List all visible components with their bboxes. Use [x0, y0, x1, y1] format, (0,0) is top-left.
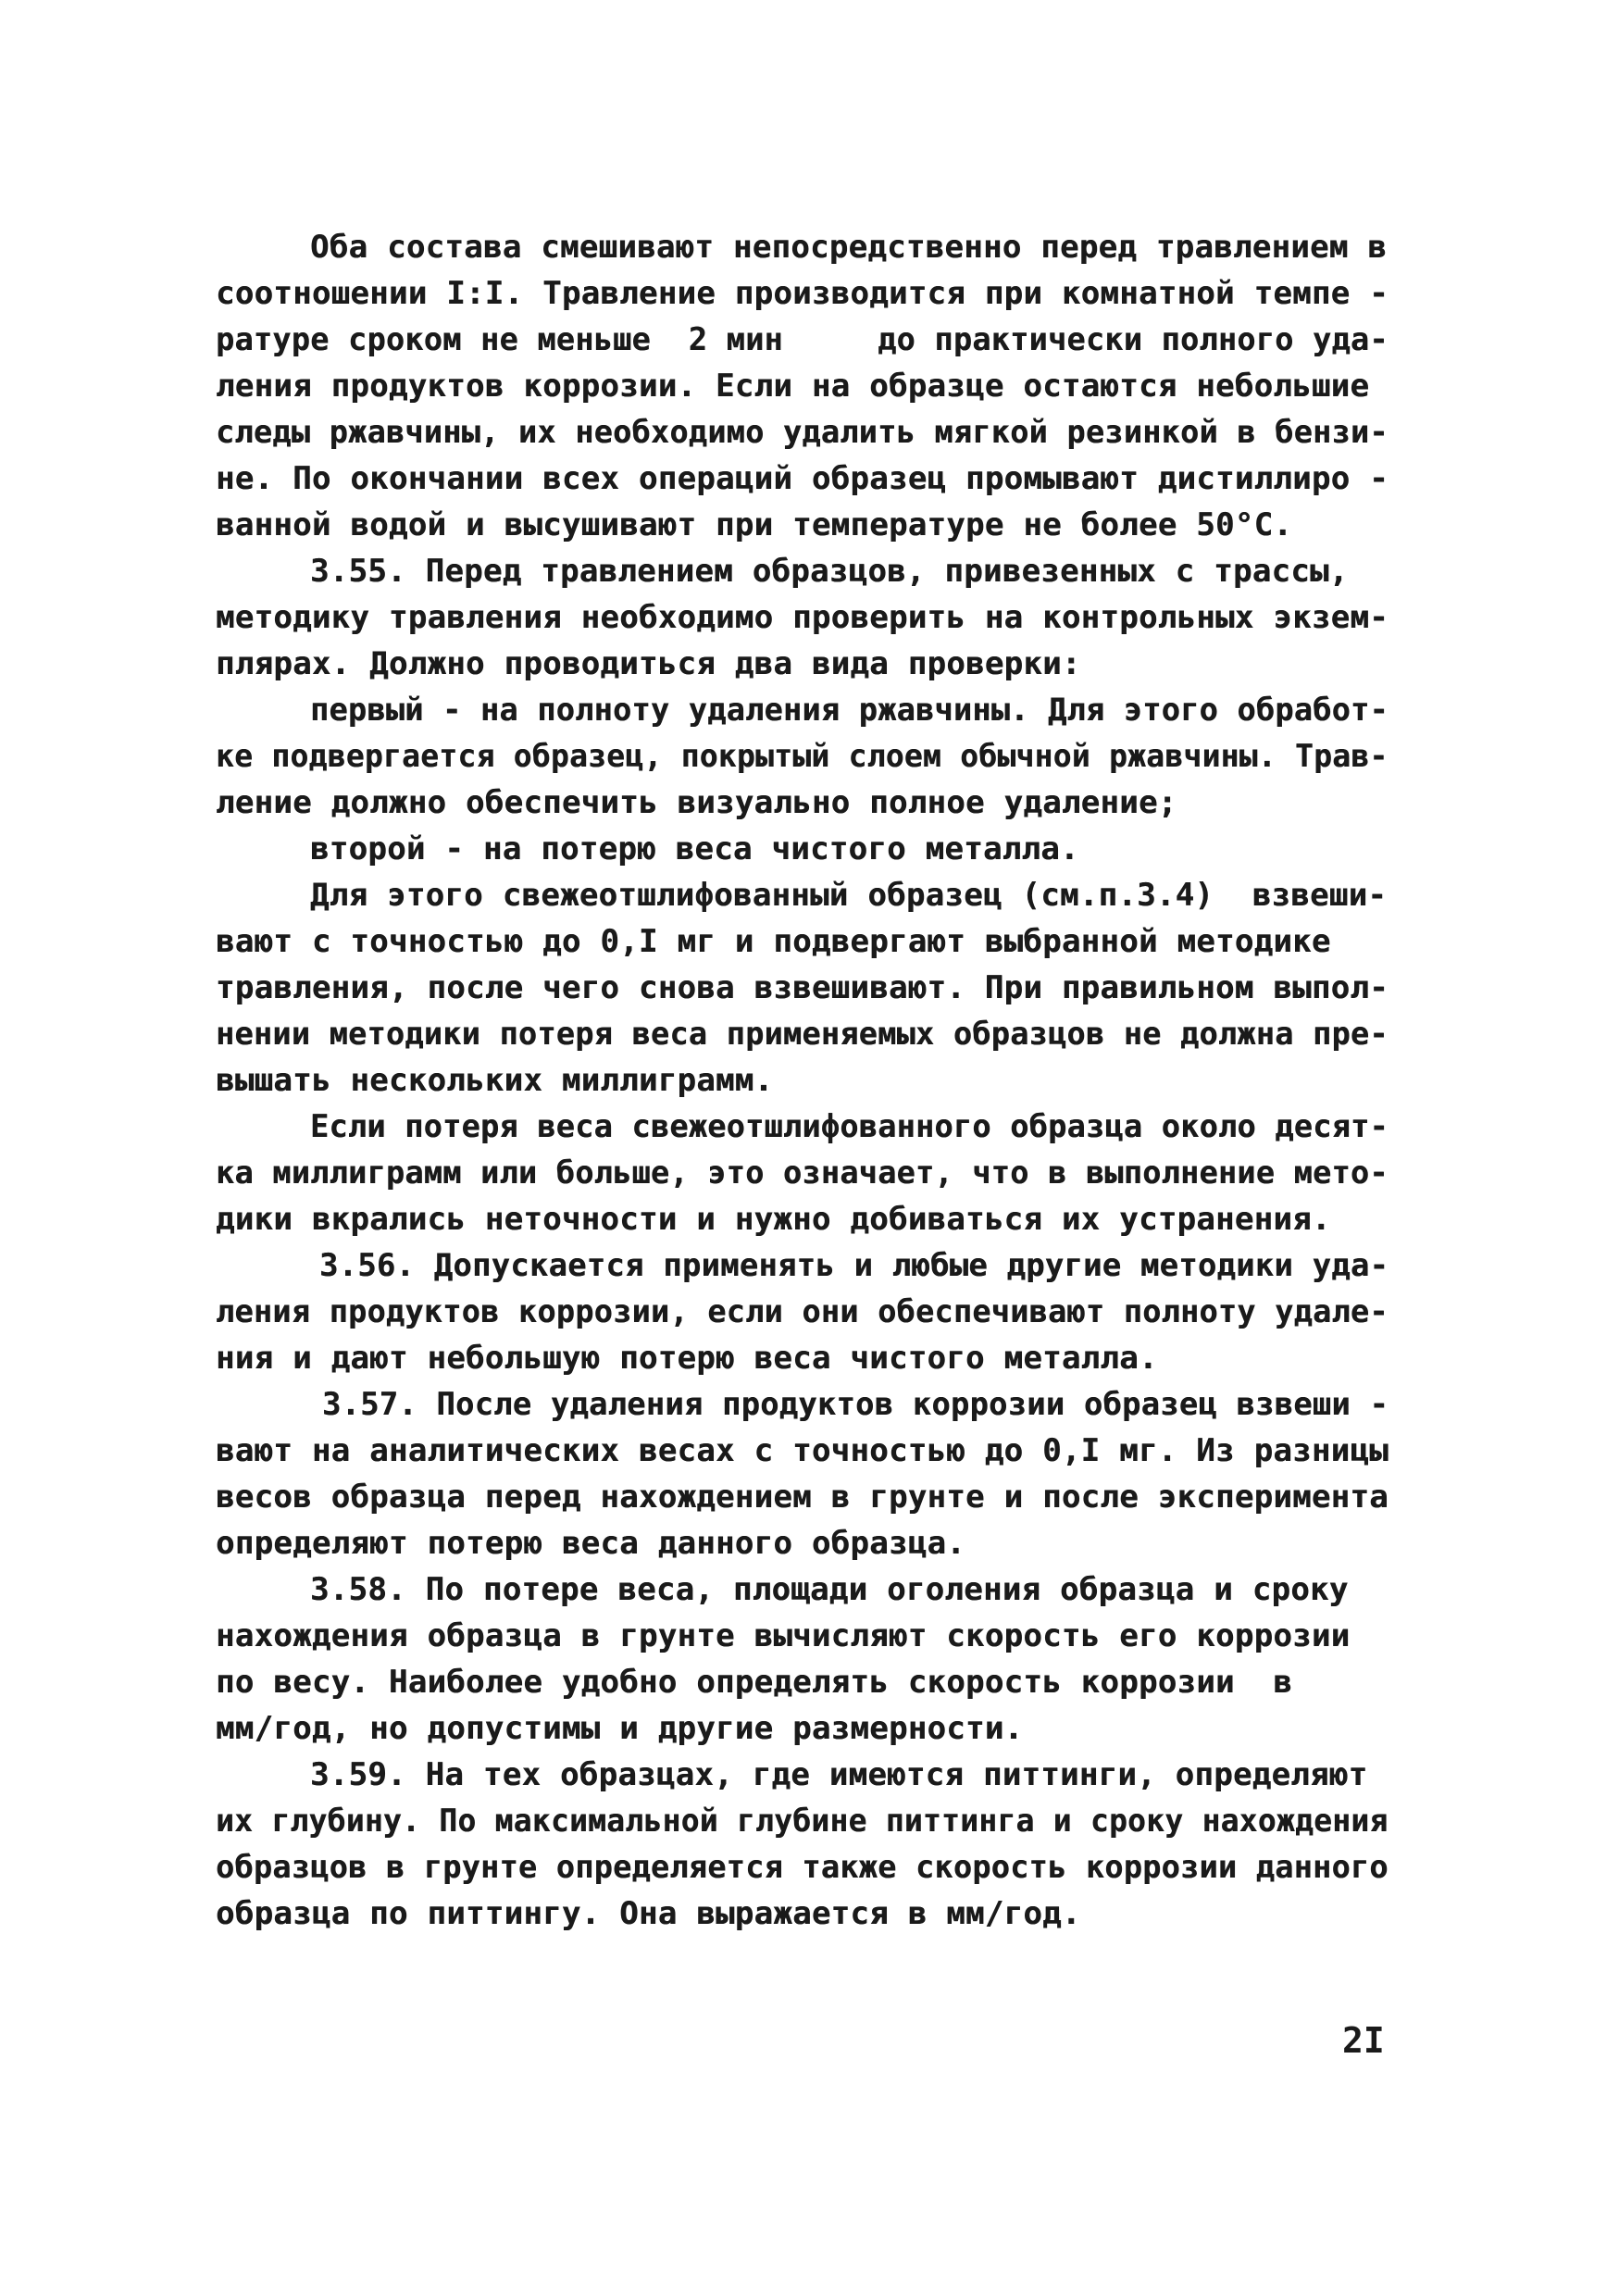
text-line: ление должно обеспечить визуально полное удаление; [216, 784, 1177, 821]
text-line: вают с точностью до 0,I мг и подвергают выбранной методике [216, 923, 1331, 960]
text-line: 3.59. На тех образцах, где имеются питтинги, определяют [310, 1756, 1368, 1793]
text-line: ратуре сроком не меньше 2 мин до практически полного уда- [216, 321, 1389, 358]
text-line: следы ржавчины, их необходимо удалить мягкой резинкой в бензи- [216, 414, 1389, 451]
text-line: 3.58. По потере веса, площади оголения образца и сроку [310, 1571, 1349, 1608]
text-line: ванной водой и высушивают при температуре не более 50°С. [216, 506, 1293, 543]
text-line: весов образца перед нахождением в грунте и после эксперимента [216, 1479, 1389, 1516]
text-line: ления продуктов коррозии, если они обеспечивают полноту удале- [216, 1293, 1389, 1330]
text-line: Если потеря веса свежеотшлифованного образца около десят- [310, 1108, 1389, 1145]
text-line: по весу. Наиболее удобно определять скорость коррозии в [216, 1664, 1293, 1701]
text-line: Оба состава смешивают непосредственно перед травлением в [310, 229, 1388, 266]
text-line: травления, после чего снова взвешивают. При правильном выпол- [216, 969, 1389, 1006]
text-line: 3.56. Допускается применять и любые другие методики уда- [319, 1247, 1389, 1284]
text-line: дики вкрались неточности и нужно добиваться их устранения. [216, 1201, 1331, 1238]
text-line: ния и дают небольшую потерю веса чистого металла. [216, 1340, 1158, 1377]
text-line: ке подвергается образец, покрытый слоем обычной ржавчины. Трав- [216, 738, 1389, 775]
text-line: нахождения образца в грунте вычисляют скорость его коррозии [216, 1617, 1351, 1654]
text-line: второй - на потерю веса чистого металла. [310, 830, 1079, 867]
text-line: плярах. Должно проводиться два вида проверки: [216, 645, 1081, 682]
text-line: Для этого свежеотшлифованный образец (см.п.3.4) взвеши- [310, 877, 1388, 914]
text-line: соотношении I:I. Травление производится при комнатной темпе - [216, 275, 1389, 312]
page-number: 2I [1342, 2020, 1385, 2061]
text-line: не. По окончании всех операций образец промывают дистиллиро - [216, 460, 1389, 497]
text-line: вают на аналитических весах с точностью до 0,I мг. Из разницы [216, 1432, 1389, 1469]
text-line: определяют потерю веса данного образца. [216, 1525, 966, 1562]
text-line: нении методики потеря веса применяемых образцов не должна пре- [216, 1016, 1389, 1053]
text-line: 3.57. После удаления продуктов коррозии образец взвеши - [322, 1386, 1389, 1423]
text-line: методику травления необходимо проверить на контрольных экзем- [216, 599, 1389, 636]
text-line: 3.55. Перед травлением образцов, привезенных с трассы, [310, 553, 1349, 590]
text-line: первый - на полноту удаления ржавчины. Для этого обработ- [310, 692, 1389, 729]
text-line: образца по питтингу. Она выражается в мм/год. [216, 1895, 1081, 1932]
text-line: ка миллиграмм или больше, это означает, что в выполнение мето- [216, 1154, 1389, 1192]
text-line: их глубину. По максимальной глубине питтинга и сроку нахождения [216, 1803, 1389, 1840]
text-line: вышать нескольких миллиграмм. [216, 1062, 774, 1099]
text-line: ления продуктов коррозии. Если на образце остаются небольшие [216, 368, 1370, 405]
text-line: образцов в грунте определяется также скорость коррозии данного [216, 1849, 1389, 1886]
text-line: мм/год, но допустимы и другие размерности. [216, 1710, 1024, 1747]
